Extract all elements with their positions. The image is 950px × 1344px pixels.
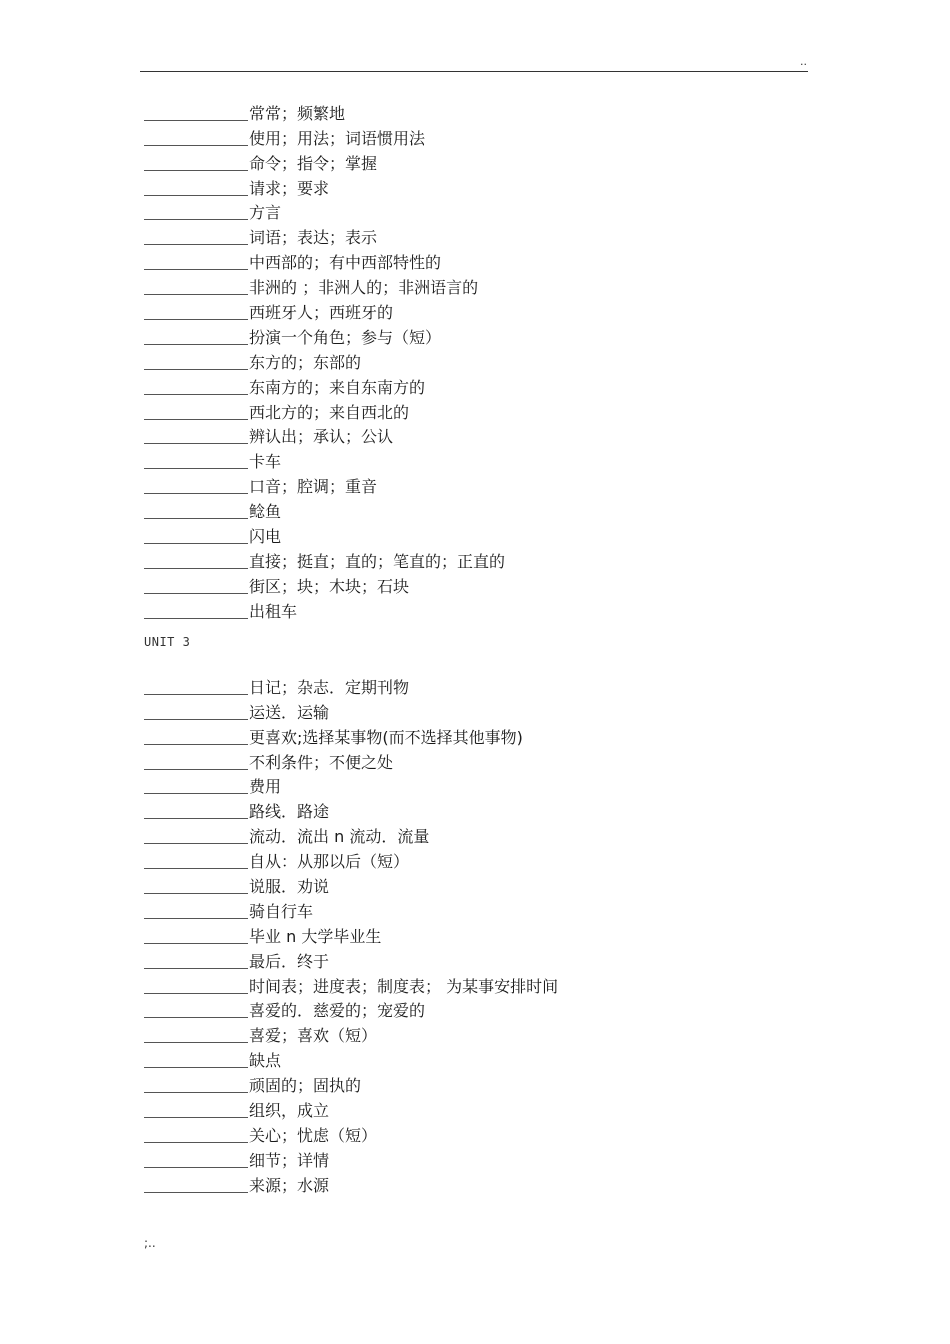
answer-blank (144, 119, 248, 121)
answer-blank (144, 892, 248, 894)
vocabulary-item (144, 997, 558, 1022)
vocabulary-item (144, 698, 558, 723)
vocabulary-item (144, 348, 505, 373)
answer-blank (144, 1016, 248, 1018)
vocabulary-meaning: 西北方的；来自西北的 (249, 402, 410, 422)
vocabulary-meaning: 骑自行车 (249, 901, 314, 921)
vocabulary-meaning: 西班牙人；西班牙的 (249, 303, 394, 323)
vocabulary-meaning: 更喜欢;选择某事物(而不选择其他事物) (249, 727, 523, 747)
answer-blank (144, 144, 248, 146)
vocabulary-item (144, 497, 505, 522)
vocabulary-item (144, 1171, 558, 1196)
vocabulary-item (144, 1046, 558, 1071)
vocabulary-item (144, 1146, 558, 1171)
answer-blank (144, 992, 248, 994)
vocabulary-item (144, 398, 505, 423)
answer-blank (144, 867, 248, 869)
vocabulary-meaning: 喜爱的．慈爱的；宠爱的 (249, 1001, 426, 1021)
vocabulary-meaning: 顽固的；固执的 (249, 1076, 362, 1096)
answer-blank (144, 492, 248, 494)
answer-blank (144, 1091, 248, 1093)
answer-blank (144, 967, 248, 969)
vocabulary-item (144, 223, 505, 248)
answer-blank (144, 467, 248, 469)
vocabulary-meaning: 日记；杂志．定期刊物 (249, 677, 410, 697)
header-mark: .. (800, 55, 807, 68)
vocabulary-meaning: 非洲的 ；非洲人的；非洲语言的 (249, 278, 479, 298)
vocabulary-item (144, 872, 558, 897)
vocabulary-item (144, 723, 558, 748)
answer-blank (144, 592, 248, 594)
answer-blank (144, 792, 248, 794)
answer-blank (144, 743, 248, 745)
vocabulary-meaning: 直接；挺直；直的；笔直的；正直的 (249, 551, 506, 571)
answer-blank (144, 842, 248, 844)
vocabulary-item (144, 248, 505, 273)
answer-blank (144, 718, 248, 720)
vocabulary-meaning: 词语；表达；表示 (249, 228, 378, 248)
answer-blank (144, 617, 248, 619)
vocabulary-meaning: 毕业 n 大学毕业生 (249, 926, 382, 946)
vocabulary-item (144, 149, 505, 174)
vocabulary-meaning: 鲶鱼 (249, 502, 282, 522)
vocabulary-meaning: 请求；要求 (249, 178, 330, 198)
vocabulary-item (144, 273, 505, 298)
answer-blank (144, 942, 248, 944)
vocabulary-meaning: 卡车 (249, 452, 282, 472)
vocabulary-item (144, 748, 558, 773)
vocabulary-item (144, 1071, 558, 1096)
answer-blank (144, 1191, 248, 1193)
vocabulary-item (144, 597, 505, 622)
vocabulary-meaning: 常常；频繁地 (249, 103, 346, 123)
answer-blank (144, 542, 248, 544)
vocabulary-item (144, 124, 505, 149)
answer-blank (144, 567, 248, 569)
vocabulary-meaning: 时间表；进度表；制度表； 为某事安排时间 (249, 976, 559, 996)
unit-heading: UNIT 3 (144, 635, 191, 649)
vocabulary-item (144, 99, 505, 124)
vocabulary-item (144, 673, 558, 698)
vocabulary-list-a (144, 99, 505, 622)
vocabulary-meaning: 缺点 (249, 1051, 282, 1071)
answer-blank (144, 1141, 248, 1143)
vocabulary-meaning: 流动．流出 n 流动．流量 (249, 827, 430, 847)
vocabulary-item (144, 897, 558, 922)
vocabulary-item (144, 423, 505, 448)
vocabulary-item (144, 323, 505, 348)
vocabulary-item (144, 472, 505, 497)
vocabulary-meaning: 扮演一个角色；参与（短） (249, 327, 442, 347)
answer-blank (144, 442, 248, 444)
answer-blank (144, 243, 248, 245)
vocabulary-item (144, 922, 558, 947)
vocabulary-item (144, 1121, 558, 1146)
answer-blank (144, 917, 248, 919)
vocabulary-meaning: 最后．终于 (249, 951, 330, 971)
vocabulary-item (144, 174, 505, 199)
answer-blank (144, 343, 248, 345)
vocabulary-meaning: 口音；腔调；重音 (249, 477, 378, 497)
answer-blank (144, 1166, 248, 1168)
answer-blank (144, 318, 248, 320)
vocabulary-item (144, 572, 505, 597)
vocabulary-meaning: 说服．劝说 (249, 877, 330, 897)
vocabulary-meaning: 东南方的；来自东南方的 (249, 377, 426, 397)
vocabulary-item (144, 522, 505, 547)
vocabulary-item (144, 972, 558, 997)
vocabulary-item (144, 199, 505, 224)
vocabulary-item (144, 1021, 558, 1046)
vocabulary-item (144, 797, 558, 822)
answer-blank (144, 418, 248, 420)
vocabulary-meaning: 中西部的；有中西部特性的 (249, 253, 442, 273)
answer-blank (144, 268, 248, 270)
vocabulary-meaning: 喜爱；喜欢（短） (249, 1026, 378, 1046)
answer-blank (144, 218, 248, 220)
vocabulary-meaning: 不利条件；不便之处 (249, 752, 394, 772)
vocabulary-meaning: 自从：从那以后（短） (249, 852, 410, 872)
vocabulary-meaning: 细节；详情 (249, 1150, 330, 1170)
vocabulary-meaning: 使用；用法；词语惯用法 (249, 128, 426, 148)
answer-blank (144, 194, 248, 196)
answer-blank (144, 1041, 248, 1043)
vocabulary-meaning: 命令；指令；掌握 (249, 153, 378, 173)
vocabulary-item (144, 947, 558, 972)
answer-blank (144, 393, 248, 395)
vocabulary-meaning: 关心；忧虑（短） (249, 1125, 378, 1145)
vocabulary-list-unit3 (144, 673, 558, 1196)
vocabulary-meaning: 闪电 (249, 527, 282, 547)
vocabulary-item (144, 773, 558, 798)
vocabulary-item (144, 547, 505, 572)
answer-blank (144, 693, 248, 695)
vocabulary-item (144, 447, 505, 472)
footer-mark: ;.. (144, 1236, 156, 1250)
vocabulary-meaning: 出租车 (249, 601, 298, 621)
vocabulary-item (144, 847, 558, 872)
vocabulary-meaning: 东方的；东部的 (249, 352, 362, 372)
vocabulary-meaning: 路线．路途 (249, 802, 330, 822)
answer-blank (144, 368, 248, 370)
vocabulary-meaning: 来源；水源 (249, 1175, 330, 1195)
vocabulary-meaning: 费用 (249, 777, 282, 797)
answer-blank (144, 169, 248, 171)
vocabulary-meaning: 辨认出；承认；公认 (249, 427, 394, 447)
vocabulary-meaning: 方言 (249, 203, 282, 223)
vocabulary-item (144, 822, 558, 847)
answer-blank (144, 817, 248, 819)
vocabulary-meaning: 组织，成立 (249, 1101, 330, 1121)
vocabulary-item (144, 1096, 558, 1121)
header-rule (140, 71, 808, 72)
vocabulary-item (144, 373, 505, 398)
vocabulary-item (144, 298, 505, 323)
answer-blank (144, 1066, 248, 1068)
answer-blank (144, 1116, 248, 1118)
answer-blank (144, 293, 248, 295)
answer-blank (144, 768, 248, 770)
answer-blank (144, 517, 248, 519)
vocabulary-meaning: 运送．运输 (249, 702, 330, 722)
vocabulary-meaning: 街区；块；木块；石块 (249, 576, 410, 596)
